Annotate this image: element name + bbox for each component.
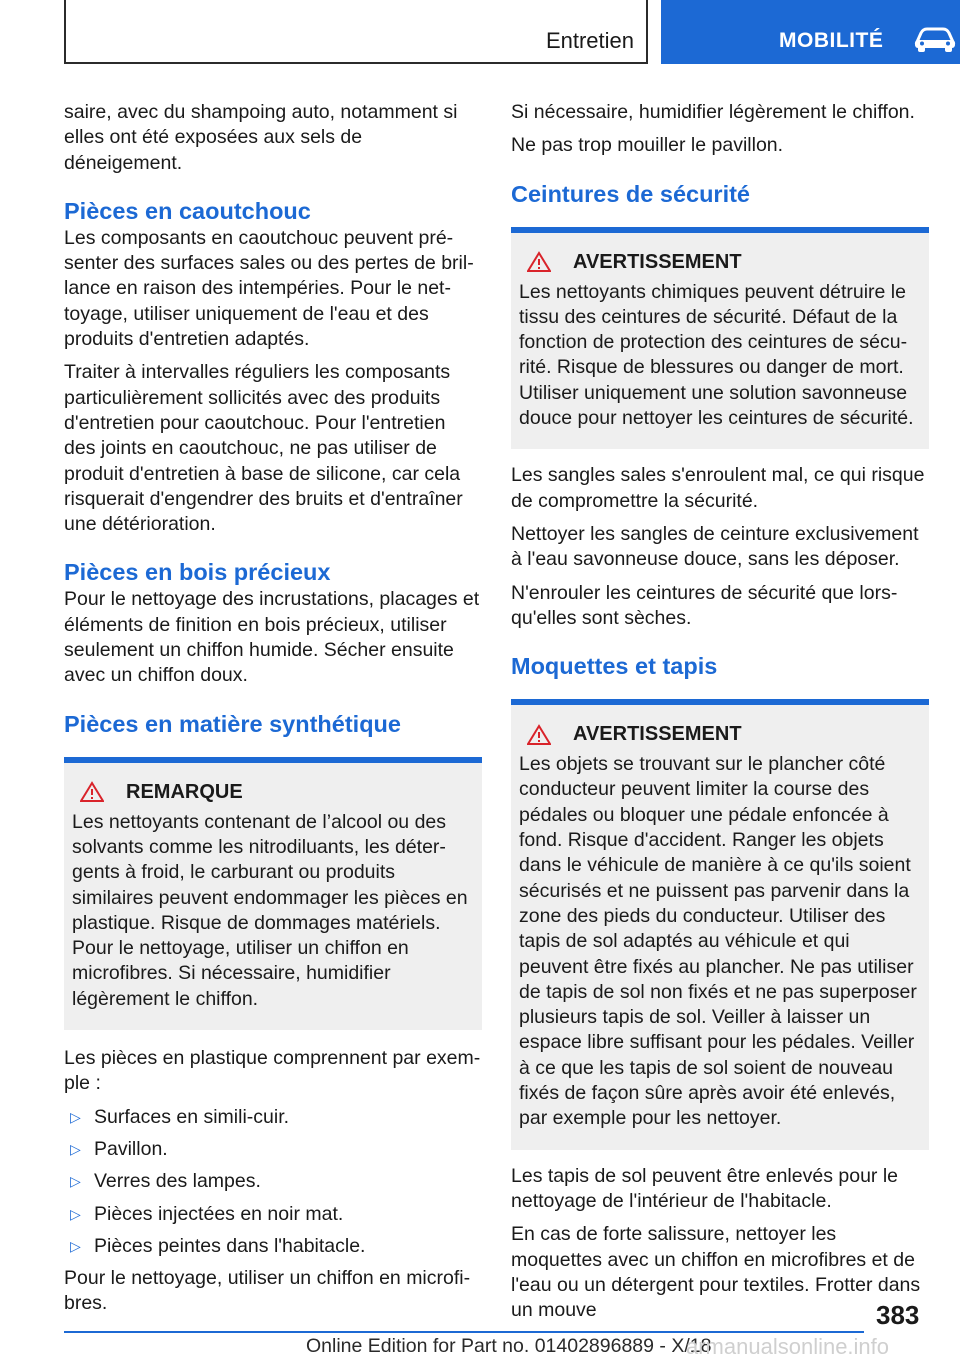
chapter-tab-label: MOBILITÉ [779, 29, 884, 52]
page-number: 383 [876, 1300, 920, 1330]
warning-title [519, 723, 921, 746]
paragraph: Les tapis de sol peuvent être enlevés pour le nettoyage de l'intérieur de l'habitacle. [511, 1164, 899, 1212]
heading-ceintures: Ceintures de sécurité [511, 180, 751, 207]
heading-moquettes: Moquettes et tapis [511, 653, 718, 680]
paragraph: Nettoyer les sangles de ceinture exclusivement à l'eau savonneuse douce, sans les déposer. [511, 522, 919, 571]
list-item: ▷ Pièces injectées en noir mat. [64, 1202, 482, 1227]
triangle-bullet-icon: ▷ [70, 1108, 81, 1125]
remarque-title-label: REMARQUE [126, 780, 243, 803]
edition-text: Online Edition for Part no. 01402896889 - X/18 [306, 1335, 712, 1357]
triangle-bullet-icon: ▷ [70, 1205, 81, 1222]
triangle-bullet-icon: ▷ [70, 1173, 81, 1190]
section-tab [64, 0, 648, 64]
heading-synthetique: Pièces en matière synthétique [64, 710, 401, 737]
list-item: ▷ Pièces peintes dans l'habitacle. [64, 1234, 482, 1259]
paragraph: Ne pas trop mouiller le pavillon. [511, 134, 784, 157]
right-column [511, 100, 929, 1331]
warning-title-label: AVERTISSEMENT [573, 250, 742, 273]
watermark: armanualsonline.info [686, 1334, 890, 1359]
paragraph: Les pièces en plastique comprennent par exemple : [64, 1047, 481, 1095]
paragraph: Traiter à intervalles réguliers les composants particulièrement sollicités avec des produits d'entretien pour caoutchouc. Pour l'entretien des joints en caoutchouc, ne pas utiliser de produit d'entretien à base de silicone, car cela risquerait d'engendrer des bruits et d'entraîner une détérioration. [64, 361, 463, 536]
footer-divider [64, 1331, 864, 1333]
warning-triangle-icon [527, 251, 551, 273]
paragraph: Pour le nettoyage, utiliser un chiffon en microfibres. [64, 1267, 471, 1315]
car-icon [913, 26, 957, 52]
warning-text: Les objets se trouvant sur le plancher côté conducteur peuvent limiter la course des pédales ou bloquer une pédale enfoncée à fond. Risque d'accident. Ranger les objets dans le véhicule de manière à ce qu'ils soient sécurisés et ne puissent pas parvenir dans la zone des pieds du conducteur. Utiliser des tapis de sol adaptés au véhicule et qui peuvent être fixés au plancher. Ne pas utiliser de tapis de sol non fixés et ne pas superposer plusieurs tapis de sol. Veiller à laisser un espace libre suffisant pour les pédales. Veiller à ce que les tapis de sol soient de nouveau fixés de façon sûre après avoir été enlevés, par exemple pour les nettoyer. [519, 753, 917, 1130]
heading-bois: Pièces en bois précieux [64, 559, 331, 586]
paragraph: Les sangles sales s'enroulent mal, ce qui risque de compromettre la sécurité. [511, 464, 925, 512]
remarque-title [72, 781, 474, 804]
heading-caoutchouc: Pièces en caoutchouc [64, 197, 311, 224]
triangle-bullet-icon: ▷ [70, 1140, 81, 1157]
paragraph: saire, avec du shampoing auto, notamment si elles ont été exposées aux sels de déneigement. [64, 101, 458, 174]
left-column [64, 100, 482, 1325]
warning-title-label: AVERTISSEMENT [573, 723, 742, 746]
list-item: ▷ Surfaces en simili-cuir. [64, 1105, 482, 1130]
warning-title [519, 251, 921, 274]
paragraph: Si nécessaire, humidifier légèrement le chiffon. [511, 101, 915, 123]
warning-box-ceintures [511, 227, 929, 450]
list-item: ▷ Pavillon. [64, 1137, 482, 1162]
triangle-bullet-icon: ▷ [70, 1237, 81, 1254]
paragraph: En cas de forte salissure, nettoyer les moquettes avec un chiffon en microfibres et de l'eau ou un détergent pour textiles. Frotter dans un mouve [511, 1223, 921, 1322]
paragraph: Pour le nettoyage des incrustations, placages et éléments de finition en bois précieux, utiliser seulement un chiffon humide. Sécher ensuite avec un chiffon doux. [64, 588, 480, 687]
paragraph: Les composants en caoutchouc peuvent présenter des surfaces sales ou des pertes de brillance en raison des intempéries. Pour le nettoyage, utiliser uniquement de l'eau et des produits d'entretien adaptés. [64, 226, 474, 351]
bullet-list [64, 1105, 482, 1259]
remarque-box [64, 757, 482, 1030]
section-tab-label: Entretien [545, 28, 634, 53]
chapter-tab [661, 0, 960, 64]
warning-text: Les nettoyants chimiques peuvent détruire le tissu des ceintures de sécurité. Défaut de la fonction de protection des ceintures de sécurité. Risque de blessures ou danger de mort. Utiliser uniquement une solution savonneuse douce pour nettoyer les ceintures de sécurité. [519, 280, 914, 430]
warning-box-moquettes [511, 699, 929, 1149]
list-item: ▷ Verres des lampes. [64, 1169, 482, 1194]
paragraph: N'enrouler les ceintures de sécurité que lorsqu'elles sont sèches. [511, 581, 898, 629]
remarque-text: Les nettoyants contenant de l’alcool ou des solvants comme les nitrodiluants, les détergents à froid, le carburant ou produits similaires peuvent endommager les pièces en plastique. Risque de dommages matériels. Pour le nettoyage, utiliser un chiffon en microfibres. Si nécessaire, humidifier légèrement le chiffon. [72, 810, 468, 1010]
warning-triangle-icon [527, 724, 551, 746]
warning-triangle-icon [80, 781, 104, 803]
